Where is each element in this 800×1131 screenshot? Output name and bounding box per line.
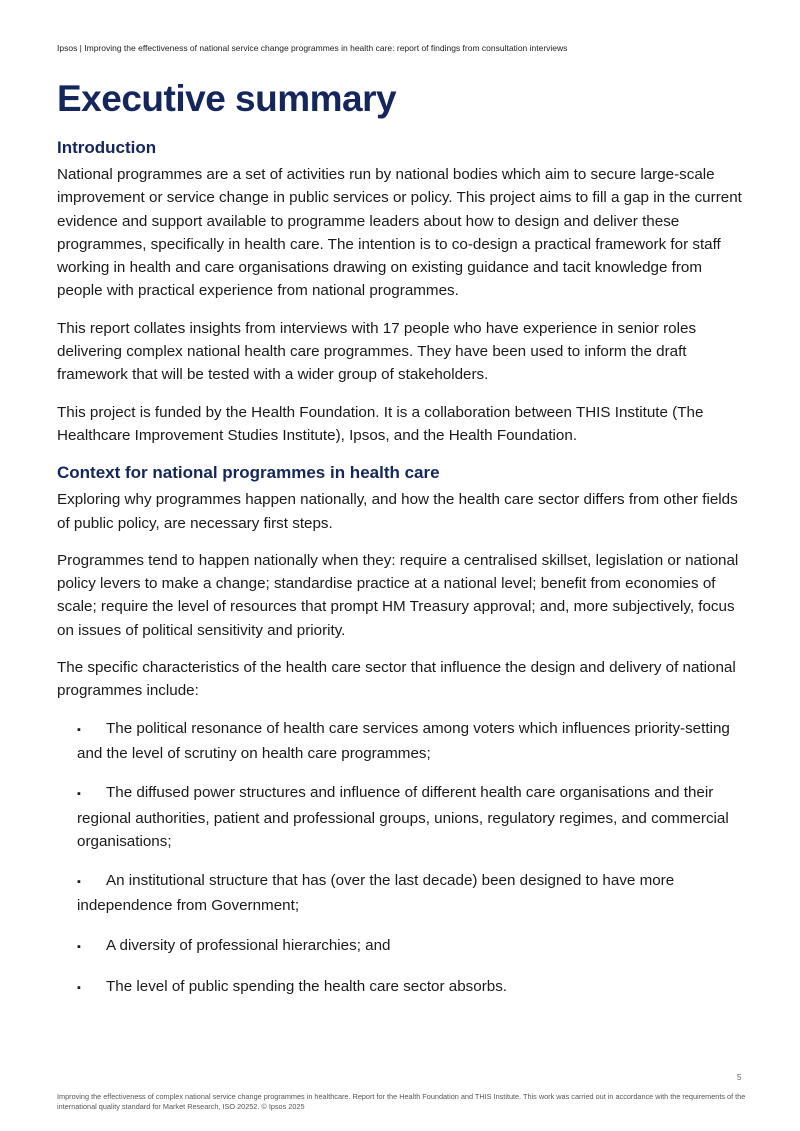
list-item [77, 717, 747, 766]
section-context [57, 463, 747, 1000]
list-item-text: The diffused power structures and influence of different health care organisations and their regional authorities, patient and professional groups, unions, regulatory regimes, and commercial organisations; [77, 784, 729, 850]
paragraph: Exploring why programmes happen nationally, and how the health care sector differs from other fields of public policy, are necessary first steps. [57, 491, 738, 532]
section-introduction [57, 138, 747, 447]
list-item-text: An institutional structure that has (over the last decade) been designed to have more independence from Government; [77, 872, 675, 915]
section-heading: Context for national programmes in health care [57, 463, 440, 483]
running-header: Ipsos | Improving the effectiveness of national service change programmes in health care: report of findings from consultation interviews [57, 43, 568, 53]
main-content [57, 138, 747, 1016]
paragraph: National programmes are a set of activities run by national bodies which aim to secure large-scale improvement or service change in public services or policy. This project aims to fill a gap in the current evidence and support available to programme leaders about how to design and deliver these programmes, specifically in health care. The intention is to co-design a practical framework for staff working in health and care organisations drawing on existing guidance and tacit knowledge from people with practical experience from national programmes. [57, 166, 742, 300]
list-item-text: A diversity of professional hierarchies; and [106, 936, 391, 954]
bullet-icon: ▪ [77, 982, 81, 995]
bullet-list [57, 717, 747, 1001]
list-item [77, 934, 747, 959]
list-item [77, 975, 747, 1000]
paragraph: The specific characteristics of the health care sector that influence the design and delivery of national programmes include: [57, 659, 736, 700]
bullet-icon: ▪ [77, 876, 81, 889]
page-number: 5 [737, 1073, 742, 1082]
list-item [77, 781, 747, 853]
section-heading: Introduction [57, 138, 157, 157]
list-item-text: The level of public spending the health care sector absorbs. [106, 978, 508, 996]
list-item-text: The political resonance of health care services among voters which influences priority-setting and the level of scrutiny on health care programmes; [77, 719, 730, 762]
paragraph: This project is funded by the Health Foundation. It is a collaboration between THIS Institute (The Healthcare Improvement Studies Institute), Ipsos, and the Health Foundation. [57, 403, 704, 444]
bullet-icon: ▪ [77, 940, 81, 953]
page-footer: Improving the effectiveness of complex national service change programmes in healthcare. Report for the Health Foundation and THIS Institute. This work was carried out in accordance with the requirements of the international quality standard for Market Research, ISO 20252. © Ipsos 2025 [57, 1092, 746, 1111]
page-title: Executive summary [57, 78, 397, 119]
paragraph: This report collates insights from interviews with 17 people who have experience in senior roles delivering complex national health care programmes. They have been used to inform the draft framework that will be tested with a wider group of stakeholders. [57, 319, 697, 384]
paragraph: Programmes tend to happen nationally when they: require a centralised skillset, legislation or national policy levers to make a change; standardise practice at a national level; benefit from economies of scale; require the level of resources that prompt HM Treasury approval; and, more subjectively, focus on issues of political sensitivity and priority. [57, 551, 739, 639]
bullet-icon: ▪ [77, 723, 81, 736]
list-item [77, 869, 747, 918]
bullet-icon: ▪ [77, 788, 81, 801]
